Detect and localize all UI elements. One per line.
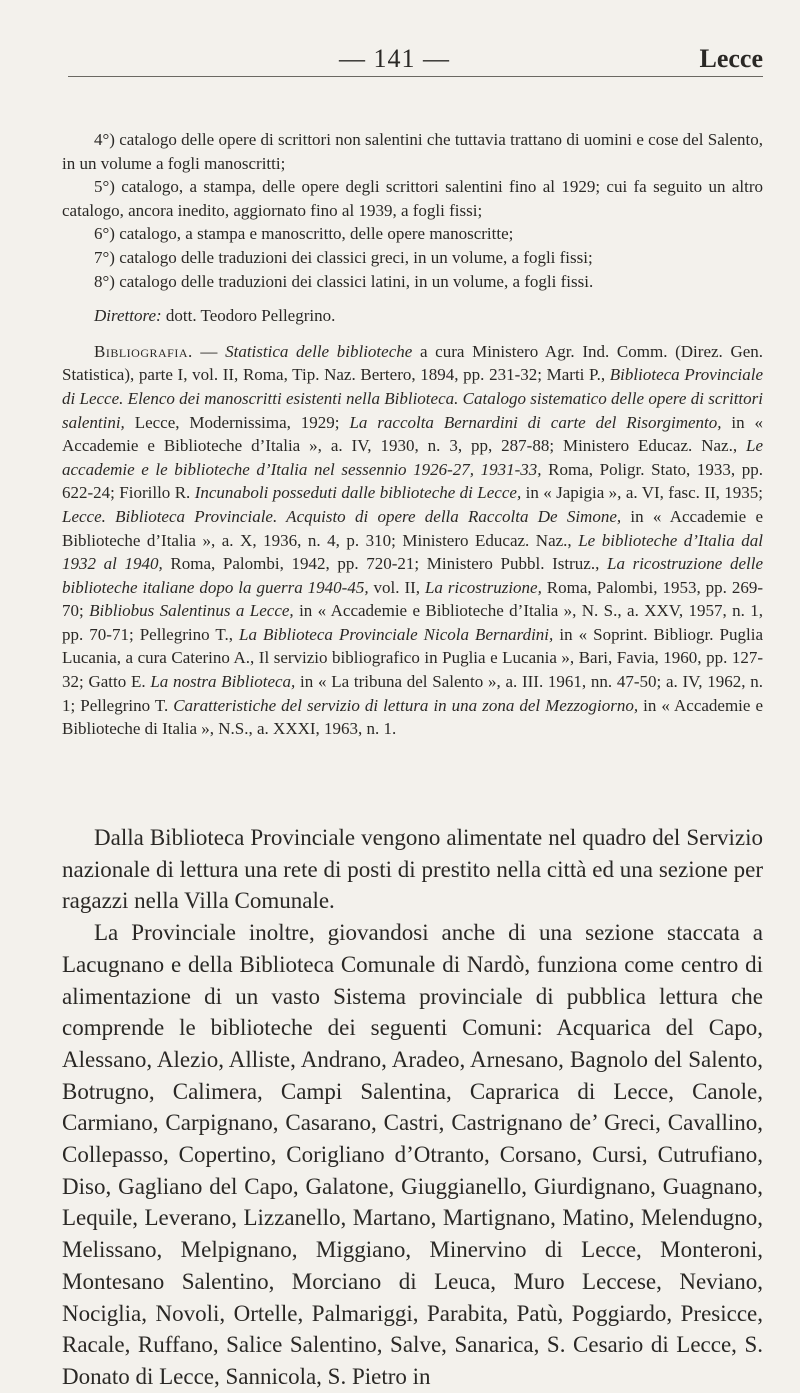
bibliography-text: Roma, Poligr. Stato, 1933, pp. 622-24; Fiorillo R. [62, 459, 763, 503]
catalog-notes [62, 128, 763, 741]
director-label: Direttore: [94, 306, 162, 326]
bibliography-text: vol. II, [368, 577, 425, 597]
director-line [62, 304, 763, 328]
bibliography-text: Lecce, Modernissima, 1929; [124, 412, 350, 432]
director-name: dott. Teodoro Pellegrino. [161, 306, 336, 326]
bibliography-text: in « Accademie e Biblioteche d’Italia », a. X, 1936, n. 4, p. 310; Ministero Educaz. Naz., [62, 506, 764, 550]
bibliography-title: Caratteristiche del servizio di lettura in una zona del Mezzogiorno, [173, 695, 639, 715]
bibliography-title: Le accademie e le biblioteche d’Italia nel sessennio 1926-27, 1931-33, [62, 436, 763, 479]
bibliography-title: Bibliobus Salentinus a Lecce, [89, 601, 294, 621]
bibliography-text: in « Accademie e Biblioteche d’Italia », a. IV, 1930, n. 3, pp, 287-88; Ministero Educaz. Naz., [62, 412, 763, 456]
list-item: 6°) catalogo, a stampa e manoscritto, delle opere manoscritte; [94, 224, 514, 244]
bibliography-title: La raccolta Bernardini di carte del Risorgimento, [349, 412, 722, 432]
bibliography-text: Roma, Palombi, 1953, pp. 269-70; [62, 577, 763, 621]
bibliography-text: in « Japigia », a. VI, fasc. II, 1935; [521, 483, 764, 503]
bibliography-title: La ricostruzione delle biblioteche italiane dopo la guerra 1940-45, [62, 554, 763, 597]
bibliography-title: Incunaboli posseduti dalle biblioteche di Lecce, [194, 483, 522, 503]
page-number: — 141 — [339, 44, 450, 73]
page-header [0, 40, 800, 80]
list-item: 4°) catalogo delle opere di scrittori non salentini che tuttavia trattano di uomini e cose del Salento, in un volume a fogli manoscritti; [62, 130, 763, 173]
body-paragraph: La Provinciale inoltre, giovandosi anche di una sezione staccata a Lacugnano e della Biblioteca Comunale di Nardò, funziona come centro di alimentazione di un vasto Sistema provinciale di pubblica lettura che comprende le biblioteche dei seguenti Comuni: Acquarica del Capo, Alessano, Alezio, Alliste, Andrano, Aradeo, Arnesano, Bagnolo del Salento, Botrugno, Calimera, Campi Salentina, Caprarica di Lecce, Canole, Carmiano, Carpignano, Casarano, Castri, Castrignano de’ Greci, Cavallino, Collepasso, Copertino, Corigliano d’Otranto, Corsano, Cursi, Cutrufiano, Diso, Gagliano del Capo, Galatone, Giuggianello, Giurdignano, Guagnano, Lequile, Leverano, Lizzanello, Martano, Martignano, Matino, Melendugno, Melissano, Melpignano, Miggiano, Minervino di Lecce, Monteroni, Montesano Salentino, Morciano di Leuca, Muro Leccese, Neviano, Nociglia, Novoli, Ortelle, Palmariggi, Parabita, Patù, Poggiardo, Presicce, Racale, Ruffano, Salice Salentino, Salve, Sanarica, S. Cesario di Lecce, S. Donato di Lecce, Sannicola, S. Pietro in [62, 920, 763, 1389]
list-item: 5°) catalogo, a stampa, delle opere degli scrittori salentini fino al 1929; cui fa seguito un altro catalogo, ancora inedito, aggiornato fino al 1939, a fogli fissi; [62, 177, 763, 220]
bibliography-title: Le biblioteche d’Italia dal 1932 al 1940, [62, 530, 763, 574]
bibliography-text: a cura Ministero Agr. Ind. Comm. (Direz. Gen. Statistica), parte I, vol. II, Roma, Tip. Naz. Bertero, 1894, pp. 231-32; Marti P., [62, 341, 764, 385]
bibliography-title: Lecce. Biblioteca Provinciale. Acquisto di opere della Raccolta De Simone, [62, 506, 622, 526]
bibliography-title: La ricostruzione, [424, 577, 542, 597]
bibliography-title: La nostra Biblioteca, [150, 672, 296, 692]
bibliography-text: in « Accademie e Biblioteche di Italia », N.S., a. XXXI, 1963, n. 1. [62, 695, 764, 739]
list-item: 7°) catalogo delle traduzioni dei classici greci, in un volume, a fogli fissi; [94, 247, 593, 267]
bibliography-text: Roma, Palombi, 1942, pp. 720-21; Ministero Pubbl. Istruz., [162, 554, 607, 574]
bibliography-text: in « Soprint. Bibliogr. Puglia Lucania, a cura Caterino A., Il servizio bibliografico in Puglia e Lucania », Bari, Favia, 1960, pp. 127-32; Gatto E. [62, 624, 764, 692]
bibliography-title: Statistica delle biblioteche [225, 341, 413, 361]
bibliography-text: in « La tribuna del Salento », a. III. 1961, nn. 47-50; a. IV, 1962, n. 1; Pellegrino T. [62, 672, 763, 715]
bibliography-label: Bibliografia. [94, 341, 193, 361]
running-head-city: Lecce [699, 44, 763, 73]
list-item: 8°) catalogo delle traduzioni dei classici latini, in un volume, a fogli fissi. [94, 271, 594, 291]
header-rule [68, 76, 763, 77]
body-paragraph: Dalla Biblioteca Provinciale vengono alimentate nel quadro del Servizio nazionale di lettura una rete di posti di prestito nella città ed una sezione per ragazzi nella Villa Comunale. [62, 825, 763, 914]
bibliography-title: Biblioteca Provinciale di Lecce. Elenco dei manoscritti esistenti nella Biblioteca. Catalogo sistematico delle opere di scrittori salentini, [62, 365, 763, 432]
bibliography [62, 340, 763, 741]
bibliography-text: — [192, 341, 226, 361]
bibliography-text: in « Accademie e Biblioteche d’Italia », N. S., a. XXV, 1957, n. 1, pp. 70-71; Pellegrino T., [62, 601, 764, 644]
bibliography-title: La Biblioteca Provinciale Nicola Bernardini, [239, 624, 554, 644]
main-text [62, 822, 763, 1393]
